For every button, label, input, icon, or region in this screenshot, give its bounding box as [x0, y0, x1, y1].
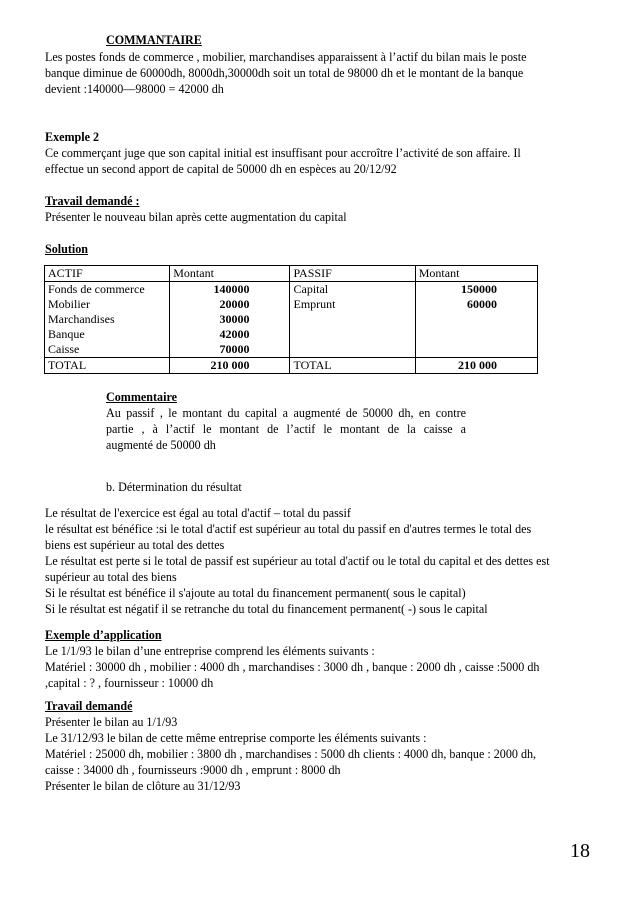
travail-demande-section	[45, 193, 601, 225]
montant-cell	[415, 342, 537, 358]
section-heading: Travail demandé	[45, 699, 133, 713]
total-value: 210 000	[170, 358, 290, 374]
travail-demande-2-section	[45, 698, 601, 794]
text-line: Le résultat de l'exercice est égal au total d'actif – total du passif	[45, 506, 351, 520]
determination-heading: b. Détermination du résultat	[106, 480, 242, 494]
text-line: partie , à l’actif le montant de l’actif le montant de la caisse a	[106, 422, 466, 436]
text-line: devient :140000—98000 = 42000 dh	[45, 82, 224, 96]
commentaire-title: COMMANTAIRE	[106, 33, 202, 47]
text-line: Les postes fonds de commerce , mobilier, marchandises apparaissent à l’actif du bilan mais le poste	[45, 50, 527, 64]
passif-cell: Emprunt	[290, 297, 415, 312]
column-header: Montant	[415, 266, 537, 282]
text-line: Matériel : 25000 dh, mobilier : 3800 dh , marchandises : 5000 dh clients : 4000 dh, banque : 2000 dh,	[45, 747, 537, 761]
table-row	[45, 312, 538, 327]
exemple-application-section	[45, 627, 601, 691]
montant-cell: 42000	[170, 327, 290, 342]
actif-cell: Mobilier	[45, 297, 170, 312]
text-line: Au passif , le montant du capital a augmenté de 50000 dh, en contre	[106, 406, 466, 420]
column-header: Montant	[170, 266, 290, 282]
text-line: Présenter le bilan de clôture au 31/12/93	[45, 779, 241, 793]
montant-cell: 140000	[170, 282, 290, 298]
text-line: Si le résultat est négatif il se retranche du total du financement permanent( -) sous le capital	[45, 602, 488, 616]
actif-cell: Banque	[45, 327, 170, 342]
solution-section	[45, 241, 601, 257]
text-line: Ce commerçant juge que son capital initial est insuffisant pour accroître l’activité de son affaire. Il	[45, 146, 521, 160]
text-line: effectue un second apport de capital de 50000 dh en espèces au 20/12/92	[45, 162, 397, 176]
text-line: Si le résultat est bénéfice il s'ajoute au total du financement permanent( sous le capital)	[45, 586, 466, 600]
text-line: caisse : 34000 dh , fournisseurs :9000 dh , emprunt : 8000 dh	[45, 763, 341, 777]
total-label: TOTAL	[290, 358, 415, 374]
commentaire-paragraph	[45, 49, 601, 97]
text-line: banque diminue de 60000dh, 8000dh,30000dh soit un total de 98000 dh et le montant de la banque	[45, 66, 524, 80]
passif-cell: Capital	[290, 282, 415, 298]
actif-cell: Fonds de commerce	[45, 282, 170, 298]
bilan-table	[44, 265, 538, 374]
text-line: Présenter le bilan au 1/1/93	[45, 715, 178, 729]
montant-cell: 150000	[415, 282, 537, 298]
montant-cell: 20000	[170, 297, 290, 312]
page-number: 18	[570, 840, 590, 862]
text-line: Matériel : 30000 dh , mobilier : 4000 dh , marchandises : 3000 dh , banque : 2000 dh , caisse :5000 dh	[45, 660, 540, 674]
section-heading: Exemple d’application	[45, 628, 162, 642]
montant-cell: 60000	[415, 297, 537, 312]
total-label: TOTAL	[45, 358, 170, 374]
montant-cell	[415, 327, 537, 342]
commentaire2-section	[106, 389, 466, 453]
actif-cell: Marchandises	[45, 312, 170, 327]
text-line: augmenté de 50000 dh	[106, 438, 216, 452]
passif-cell	[290, 327, 415, 342]
text-line: Le 1/1/93 le bilan d’une entreprise comprend les éléments suivants :	[45, 644, 375, 658]
table-row	[45, 282, 538, 298]
table-row	[45, 342, 538, 358]
text-line: le résultat est bénéfice :si le total d'actif est supérieur au total du passif en d'autres termes le total des	[45, 522, 532, 536]
section-heading: Solution	[45, 242, 89, 256]
text-line: Le 31/12/93 le bilan de cette même entreprise comporte les éléments suivants :	[45, 731, 427, 745]
text-line: supérieur au total des biens	[45, 570, 177, 584]
montant-cell: 30000	[170, 312, 290, 327]
section-heading: Travail demandé :	[45, 194, 140, 208]
text-line: biens est supérieur au total des dettes	[45, 538, 225, 552]
resultat-paragraph	[45, 505, 601, 617]
total-value: 210 000	[415, 358, 537, 374]
table-header-row	[45, 266, 538, 282]
montant-cell	[415, 312, 537, 327]
table-row	[45, 297, 538, 312]
column-header: PASSIF	[290, 266, 415, 282]
text-line: Le résultat est perte si le total de passif est supérieur au total d'actif ou le total du capital et des dettes est	[45, 554, 550, 568]
passif-cell	[290, 312, 415, 327]
text-line: ,capital : ? , fournisseur : 10000 dh	[45, 676, 214, 690]
text-line: Présenter le nouveau bilan après cette augmentation du capital	[45, 210, 347, 224]
table-row	[45, 327, 538, 342]
table-total-row	[45, 358, 538, 374]
passif-cell	[290, 342, 415, 358]
montant-cell: 70000	[170, 342, 290, 358]
actif-cell: Caisse	[45, 342, 170, 358]
section-heading: Exemple 2	[45, 130, 100, 144]
section-heading: Commentaire	[106, 390, 177, 404]
exemple2-section	[45, 129, 601, 177]
column-header: ACTIF	[45, 266, 170, 282]
